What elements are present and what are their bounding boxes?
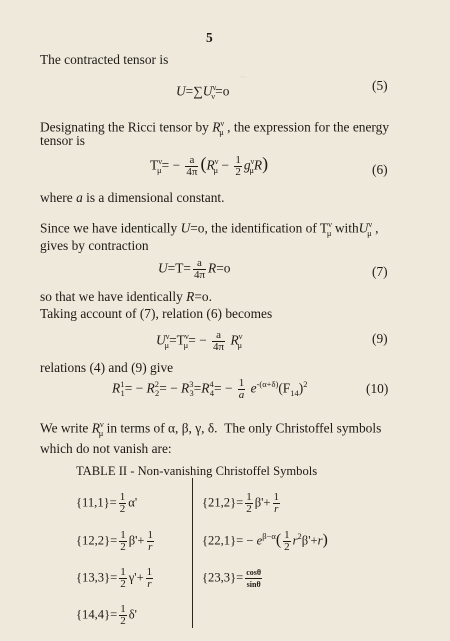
equation-10: $R^1_1= - R^2_2= - R^3_3=R^4_4=$ − $\frac{1}{a}$ $e^{-(\alpha+\delta)}(F_{14})^2$	[112, 376, 308, 401]
equation-10-exponent: -(α+δ)	[256, 379, 279, 389]
paragraph-3: where a is a dimensional constant.	[40, 190, 225, 205]
paragraph-4: Since we have identically U=o, the identification of $T^\nu_\mu$ withU$^\nu_\mu$ ,	[40, 219, 379, 239]
paragraph-8: relations (4) and (9) give	[40, 360, 174, 375]
table-divider	[192, 478, 193, 628]
paragraph-2-b: , the expression for the energy	[227, 119, 390, 135]
table-cell-22-1: $\{22,1\}= - e^{\beta-\alpha}$( $\frac{1}{2}$ $r^2\beta'+r$)	[202, 529, 328, 553]
table-cell-14-4: {14,4}= $\frac{1}{2}$ δ'	[76, 603, 137, 627]
equation-7-number: (7)	[372, 264, 388, 279]
equation-7: U=T= $\frac{a}{4\pi}$ R=o	[158, 257, 231, 281]
bleed-through: ~	[240, 70, 247, 84]
table-cell-23-3: {23,3}= $\frac{\cos\theta}{\sin\theta}$	[202, 568, 262, 589]
paragraph-2-a: Designating the Ricci tensor by	[40, 119, 209, 135]
paragraph-10: which do not vanish are:	[40, 441, 172, 456]
table-cell-13-3: {13,3}= $\frac{1}{2}$ γ'+ $\frac{1}{r}$	[76, 566, 153, 590]
table-cell-21-2: {21,2}= $\frac{1}{2}$ β'+ $\frac{1}{r}$	[202, 491, 280, 515]
table-cell-12-2: {12,2}= $\frac{1}{2}$ β'+ $\frac{1}{r}$	[76, 529, 154, 553]
paragraph-2-c: tensor is	[40, 133, 86, 148]
table-cell-11-1: {11,1}= $\frac{1}{2}$ α'	[76, 491, 138, 515]
paragraph-9: We write $R^\nu_\mu$ in terms of α, β, γ, δ. The only Christoffel symbols	[40, 419, 382, 439]
table-title: TABLE II - Non-vanishing Christoffel Symbols	[76, 464, 318, 478]
equation-10-number: (10)	[366, 381, 389, 396]
paragraph-7: Taking account of (7), relation (6) becomes	[40, 306, 273, 321]
equation-6-number: (6)	[372, 162, 388, 177]
paragraph-5: gives by contraction	[40, 238, 149, 253]
equation-6: $T^\nu_\mu=$ − $\frac{a}{4\pi}$ ($R^\nu_\mu$ − $\frac{1}{2}$ $g^\nu_\mu R$)	[150, 153, 269, 178]
equation-9: $U^\nu_\mu=T^\nu_\mu=$ − $\frac{a}{4\pi}$ $R^\nu_\mu$	[156, 328, 243, 353]
page-number: 5	[206, 30, 213, 45]
equation-5-number: (5)	[372, 78, 388, 93]
paragraph-6: so that we have identically R=o.	[40, 289, 212, 304]
paragraph-1: The contracted tensor is	[40, 52, 169, 67]
equation-5: $U=\sum U^\nu_\nu=o$	[176, 82, 230, 102]
equation-9-number: (9)	[372, 331, 388, 346]
paragraph-2: Designating the Ricci tensor by $R^\nu_\mu$ , the expression for the energy	[40, 118, 390, 138]
